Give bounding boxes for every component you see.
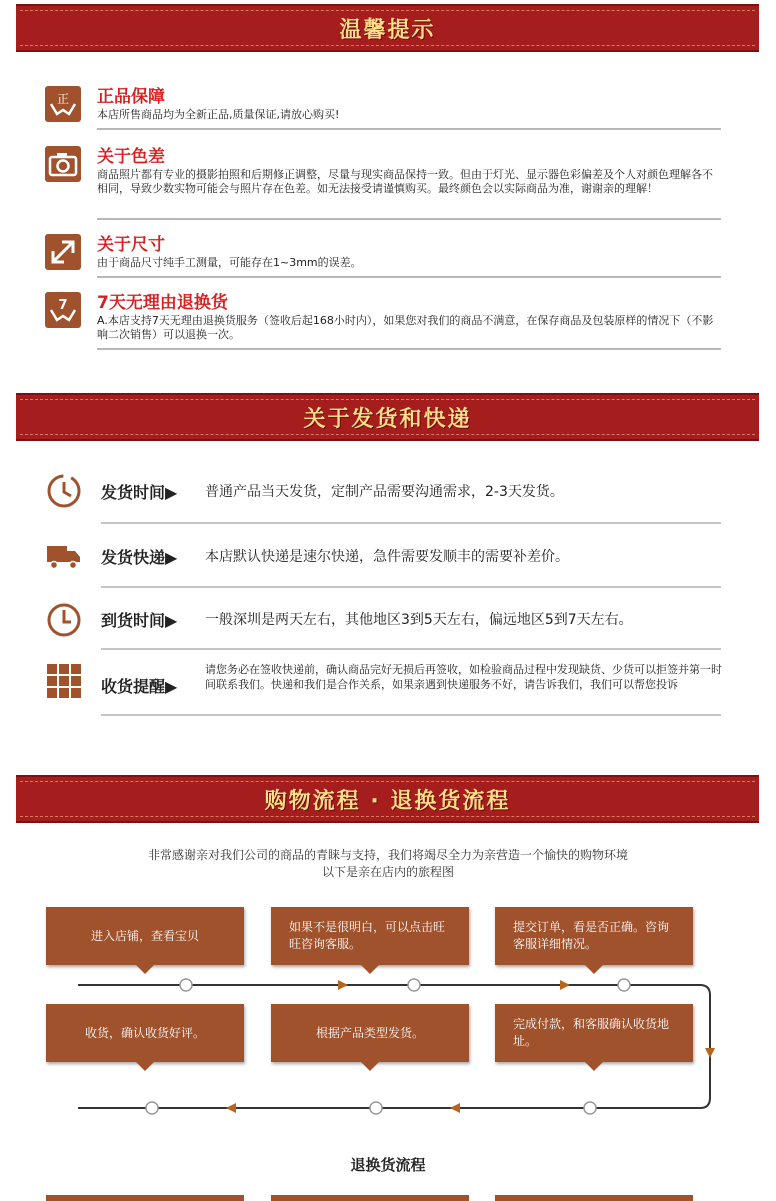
- flow-intro-line1: 非常感谢亲对我们公司的商品的青睐与支持，我们将竭尽全力为亲营造一个愉快的购物环境: [147, 848, 628, 862]
- return-step-box: [495, 1195, 693, 1201]
- flow-step-enter-shop: 进入店铺，查看宝贝: [46, 907, 244, 965]
- ship-label: 发货快递▶: [101, 548, 178, 567]
- tip-title: 关于尺寸: [97, 235, 165, 255]
- ship-text: 一般深圳是两天左右，其他地区3到5天左右，偏远地区5到7天左右。: [205, 612, 633, 628]
- tip-title: 关于色差: [97, 147, 165, 167]
- ship-text: 本店默认快递是速尔快递，急件需要发顺丰的需要补差价。: [205, 549, 569, 565]
- tip-body: 商品照片都有专业的摄影拍照和后期修正调整，尽量与现实商品保持一致。但由于灯光、显示器色彩偏差及个人对颜色理解各不相同，导致少数实物可能会与照片存在色差。如无法接受请谨慎购买。最终颜色会以实际商品为准，谢谢亲的理解！: [97, 168, 713, 195]
- return-step-box: [46, 1195, 244, 1201]
- tips-banner-title: 温馨提示: [339, 17, 436, 43]
- flow-step-payment: 完成付款，和客服确认收货地址。: [495, 1004, 693, 1062]
- flow-step-submit-order: 提交订单，看是否正确。咨询客服详细情况。: [495, 907, 693, 965]
- tip-body: A.本店支持7天无理由退换货服务（签收后起168小时内），如果您对我们的商品不满意，在保存商品及包装原样的情况下（不影响二次销售）可以退换一次。: [97, 314, 714, 341]
- flow-banner-title: 购物流程 · 退换货流程: [264, 788, 511, 814]
- shipping-banner-title: 关于发货和快递: [303, 406, 472, 432]
- ship-label: 到货时间▶: [101, 611, 178, 630]
- ship-text: 请您务必在签收快递前，确认商品完好无损后再签收，如检验商品过程中发现缺货、少货可以拒签并第一时间联系我们。快递和我们是合作关系，如果亲遇到快递服务不好，请告诉我们，我们可以帮您投诉: [205, 663, 722, 691]
- flow-step-ship: 根据产品类型发货。: [271, 1004, 469, 1062]
- tip-title: 正品保障: [97, 87, 165, 107]
- return-step-box: [271, 1195, 469, 1201]
- ship-label: 收货提醒▶: [101, 677, 178, 696]
- ship-label: 发货时间▶: [101, 483, 178, 502]
- flow-step-receive: 收货，确认收货好评。: [46, 1004, 244, 1062]
- svg-text:正: 正: [56, 92, 70, 106]
- flow-intro-line2: 以下是亲在店内的旅程图: [321, 865, 454, 879]
- return-flow-title: 退换货流程: [350, 1156, 426, 1174]
- tip-body: 本店所售商品均为全新正品,质量保证,请放心购买!: [97, 108, 340, 121]
- tip-title: 7天无理由退换货: [97, 293, 228, 313]
- ship-text: 普通产品当天发货，定制产品需要沟通需求，2-3天发货。: [205, 484, 564, 500]
- flow-step-consult: 如果不是很明白，可以点击旺旺咨询客服。: [271, 907, 469, 965]
- svg-text:7: 7: [58, 298, 68, 313]
- tip-body: 由于商品尺寸纯手工测量，可能存在1~3mm的误差。: [97, 256, 362, 269]
